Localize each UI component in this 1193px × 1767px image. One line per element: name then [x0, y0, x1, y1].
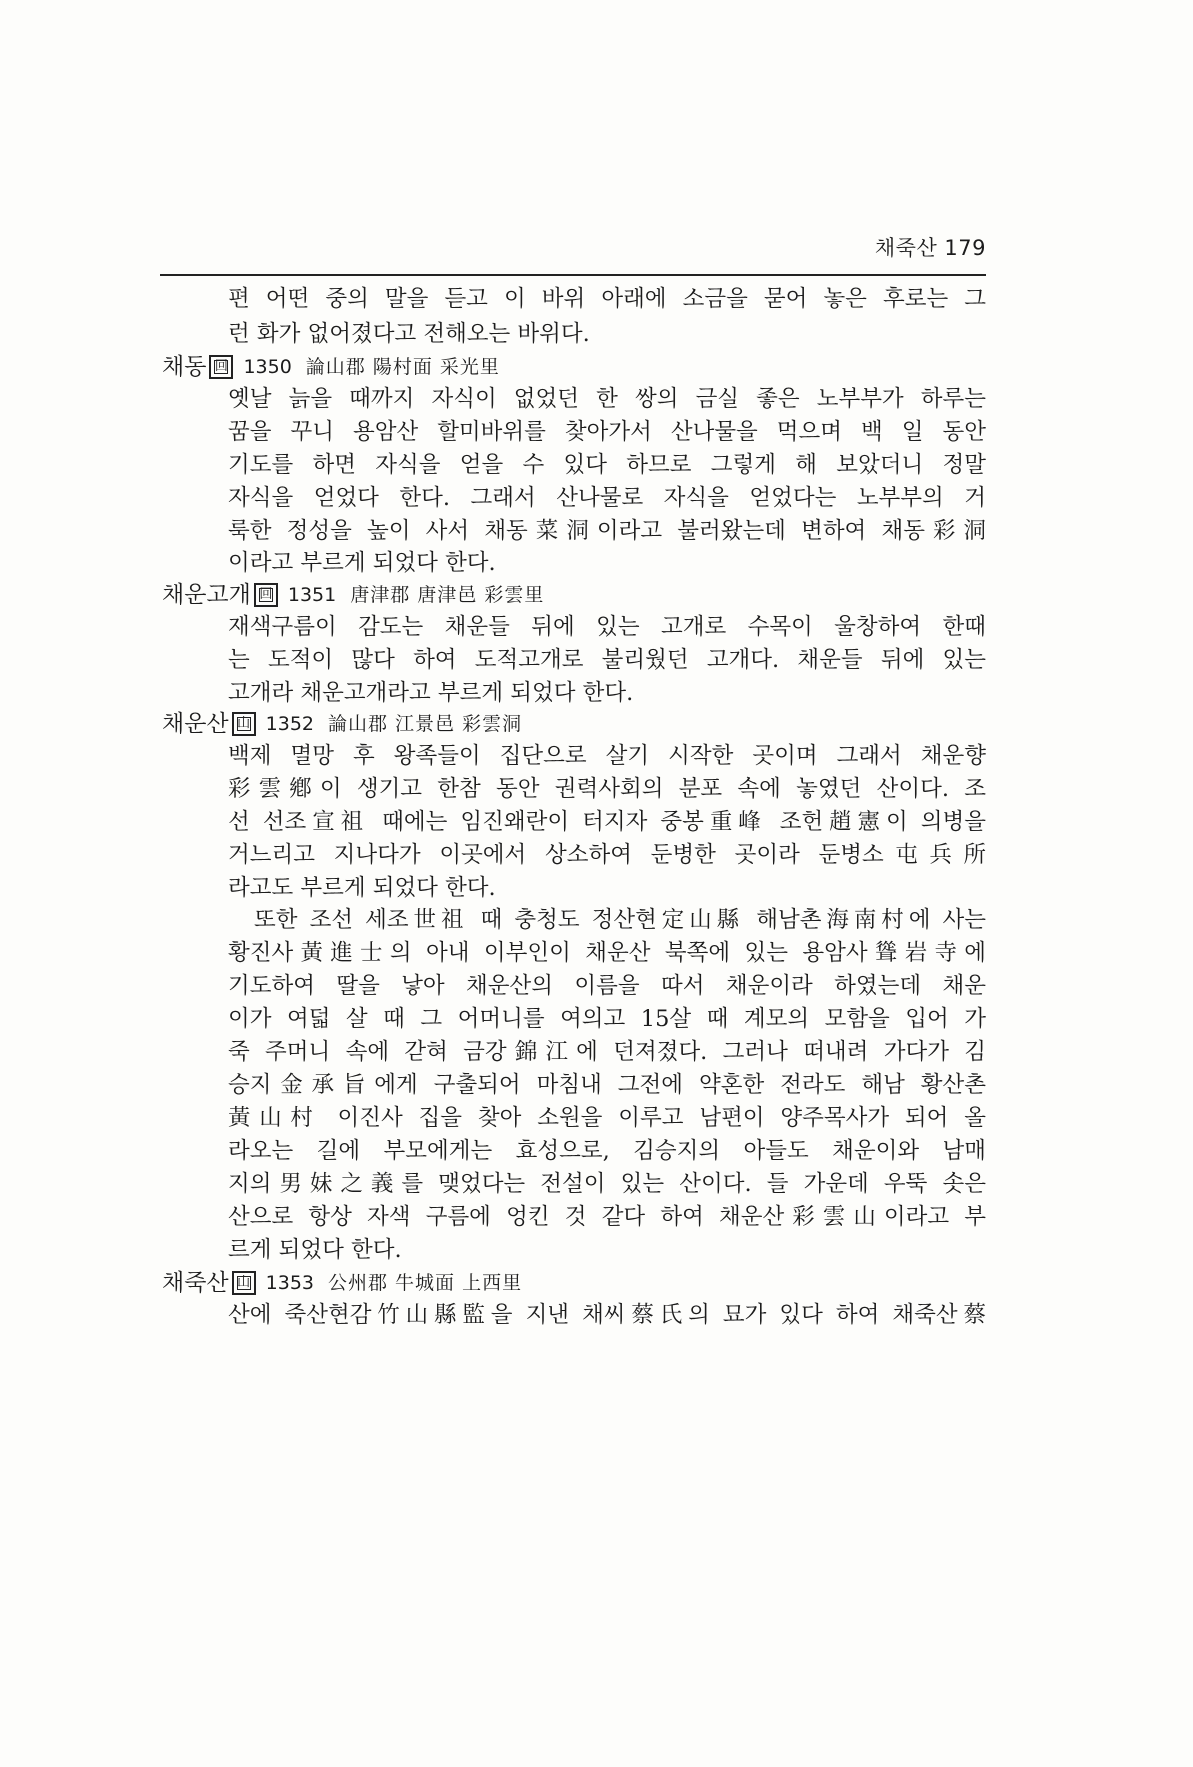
boxed-type-mark: 山: [232, 1271, 256, 1295]
entry-name: 채죽산: [162, 1270, 229, 1296]
entry-name: 채운고개: [162, 582, 251, 608]
boxed-type-mark: 回: [209, 355, 233, 379]
entry-location: 論山郡 江景邑 彩雲洞: [328, 713, 523, 735]
body-line: 산으로 항상 자색 구름에 엉킨 것 같다 하여 채운산彩雲山이라고 부: [228, 1204, 986, 1230]
entry-name: 채동: [162, 354, 207, 380]
body-line: 꿈을 꾸니 용암산 할미바위를 찾아가서 산나물을 먹으며 백 일 동안: [228, 419, 986, 445]
body-line: 편 어떤 중의 말을 듣고 이 바위 아래에 소금을 묻어 놓은 후로는 그: [228, 286, 986, 312]
body-line: 黃山村 이진사 집을 찾아 소원을 이루고 남편이 양주목사가 되어 올: [228, 1105, 986, 1131]
entry-heading: [162, 709, 522, 739]
body-line: 선 선조宣祖 때에는 임진왜란이 터지자 중봉重峰 조헌趙憲이 의병을: [228, 809, 986, 835]
body-line: 자식을 얻었다 한다. 그래서 산나물로 자식을 얻었다는 노부부의 거: [228, 485, 986, 511]
entry-location: 公州郡 牛城面 上西里: [328, 1272, 523, 1294]
body-line: 재색구름이 감도는 채운들 뒤에 있는 고개로 수목이 울창하여 한때: [228, 614, 986, 640]
body-line: 런 화가 없어졌다고 전해오는 바위다.: [228, 321, 590, 347]
body-line: 고개라 채운고개라고 부르게 되었다 한다.: [228, 680, 634, 706]
body-line: 죽 주머니 속에 갇혀 금강錦江에 던져졌다. 그러나 떠내려 가다가 김: [228, 1039, 986, 1065]
body-line: 승지金承旨에게 구출되어 마침내 그전에 약혼한 전라도 해남 황산촌: [228, 1072, 986, 1098]
boxed-type-mark: 回: [254, 583, 278, 607]
entry-number: 1350: [243, 356, 292, 378]
entry-heading: [162, 1268, 522, 1298]
body-line: 산에 죽산현감竹山縣監을 지낸 채씨蔡氏의 묘가 있다 하여 채죽산蔡: [228, 1302, 986, 1328]
entry-heading: [162, 352, 500, 382]
body-line: 라오는 길에 부모에게는 효성으로, 김승지의 아들도 채운이와 남매: [228, 1138, 986, 1164]
entry-number: 1352: [265, 713, 315, 735]
body-line: 는 도적이 많다 하여 도적고개로 불리웠던 고개다. 채운들 뒤에 있는: [228, 647, 986, 673]
entry-number: 1353: [265, 1272, 315, 1294]
body-line: 르게 되었다 한다.: [228, 1237, 402, 1263]
entry-number: 1351: [287, 584, 337, 606]
body-line: 황진사黃進士의 아내 이부인이 채운산 북쪽에 있는 용암사聳岩寺에: [228, 940, 986, 966]
entry-location: 論山郡 陽村面 采光里: [305, 356, 500, 378]
body-line: 이라고 부르게 되었다 한다.: [228, 550, 496, 576]
entry-heading: [162, 580, 544, 610]
entry-location: 唐津郡 唐津邑 彩雲里: [350, 584, 545, 606]
body-line: 기도를 하면 자식을 얻을 수 있다 하므로 그렇게 해 보았더니 정말: [228, 452, 986, 478]
running-header: [160, 228, 986, 276]
boxed-type-mark: 山: [232, 712, 256, 736]
body-line: 거느리고 지나다가 이곳에서 상소하여 둔병한 곳이라 둔병소屯兵所: [228, 842, 986, 868]
body-line: 룩한 정성을 높이 사서 채동菜洞이라고 불러왔는데 변하여 채동彩洞: [228, 518, 986, 544]
body-line: 彩雲鄕이 생기고 한참 동안 권력사회의 분포 속에 놓였던 산이다. 조: [228, 776, 986, 802]
body-line: 옛날 늙을 때까지 자식이 없었던 한 쌍의 금실 좋은 노부부가 하루는: [228, 386, 986, 412]
body-line: 기도하여 딸을 낳아 채운산의 이름을 따서 채운이라 하였는데 채운: [228, 973, 986, 999]
body-line: 라고도 부르게 되었다 한다.: [228, 875, 496, 901]
entry-name: 채운산: [162, 711, 229, 737]
body-line: 백제 멸망 후 왕족들이 집단으로 살기 시작한 곳이며 그래서 채운향: [228, 743, 986, 769]
running-title: 채죽산 179: [874, 236, 986, 260]
body-line: 이가 여덟 살 때 그 어머니를 여의고 15살 때 계모의 모함을 입어 가: [228, 1006, 986, 1032]
body-line: 지의男妹之義를 맺었다는 전설이 있는 산이다. 들 가운데 우뚝 솟은: [228, 1171, 986, 1197]
body-line: 또한 조선 세조世祖 때 충청도 정산현定山縣 해남촌海南村에 사는: [254, 907, 986, 933]
